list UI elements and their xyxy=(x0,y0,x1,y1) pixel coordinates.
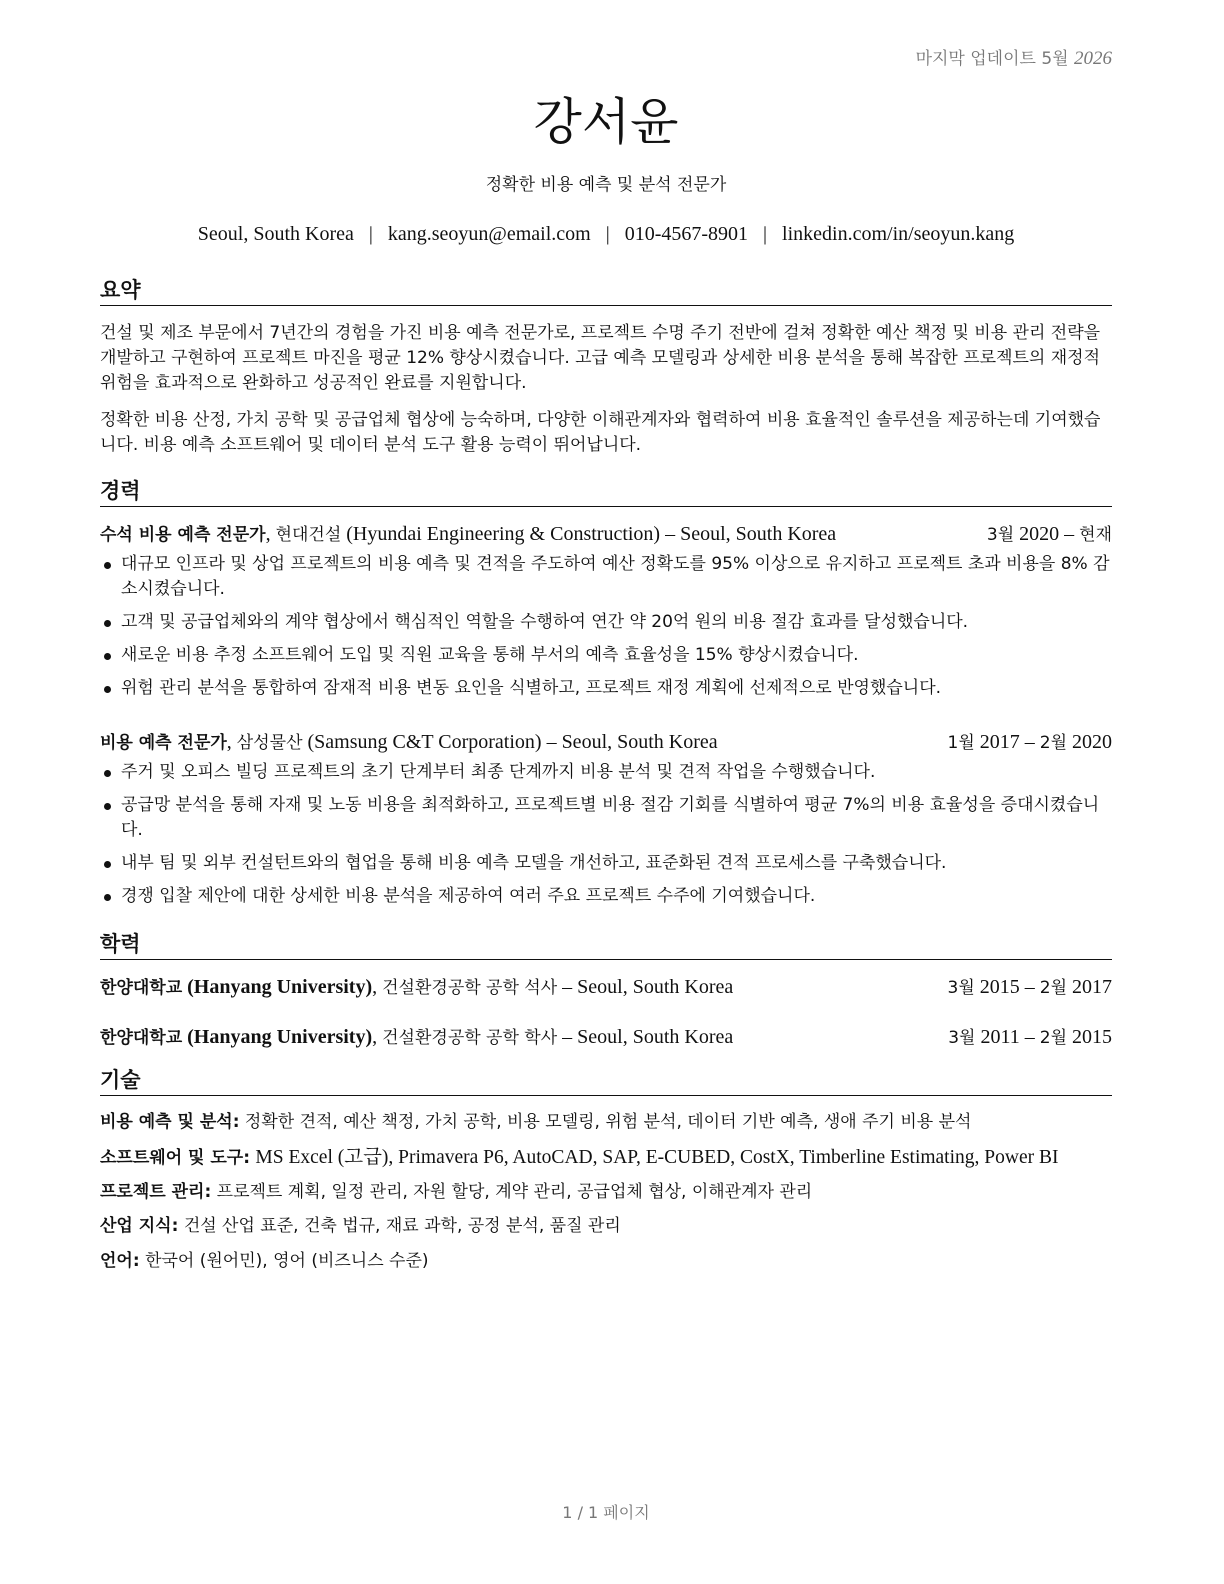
job-header: 수석 비용 예측 전문가, 현대건설 (Hyundai Engineering & Construction) – Seoul, South Korea 3월 2020 – 현재 xyxy=(100,521,1112,548)
school-name: 한양대학교 xyxy=(100,1028,183,1048)
section-title-education: 학력 xyxy=(100,930,1112,960)
list-item: 위험 관리 분석을 통합하여 잠재적 비용 변동 요인을 식별하고, 프로젝트 재정 계획에 선제적으로 반영했습니다. xyxy=(100,676,1112,701)
job-role: 수석 비용 예측 전문가 xyxy=(100,525,266,545)
list-item: 경쟁 입찰 제안에 대한 상세한 비용 분석을 제공하여 여러 주요 프로젝트 수주에 기여했습니다. xyxy=(100,884,1112,909)
skill-label: 프로젝트 관리: xyxy=(100,1182,212,1202)
job-header: 비용 예측 전문가, 삼성물산 (Samsung C&T Corporation) – Seoul, South Korea 1월 2017 – 2월 2020 xyxy=(100,729,1112,756)
skill-label: 언어: xyxy=(100,1251,140,1271)
skill-value: 한국어 (원어민), 영어 (비즈니스 수준) xyxy=(145,1251,429,1271)
skill-label: 비용 예측 및 분석: xyxy=(100,1112,240,1132)
summary-paragraph: 건설 및 제조 부문에서 7년간의 경험을 가진 비용 예측 전문가로, 프로젝트 수명 주기 전반에 걸쳐 정확한 예산 책정 및 비용 관리 전략을 개발하고 구현하여 프로젝트 마진을 평균 12% 향상시켰습니다. 고급 예측 모델링과 상세한 비용 분석을 통해 복잡한 프로젝트의 재정적 위험을 효과적으로 완화하고 성공적인 완료를 지원합니다. xyxy=(100,323,1101,393)
job-role: 비용 예측 전문가 xyxy=(100,733,227,753)
list-item: 주거 및 오피스 빌딩 프로젝트의 초기 단계부터 최종 단계까지 비용 분석 및 견적 작업을 수행했습니다. xyxy=(100,760,1112,785)
skill-value: 건설 산업 표준, 건축 법규, 재료 과학, 공정 분석, 품질 관리 xyxy=(183,1216,621,1236)
skill-row xyxy=(100,1249,1112,1274)
summary-paragraph: 정확한 비용 산정, 가치 공학 및 공급업체 협상에 능숙하며, 다양한 이해관계자와 협력하여 비용 효율적인 솔루션을 제공하는데 기여했습니다. 비용 예측 소프트웨어 및 데이터 분석 도구 활용 능력이 뛰어납니다. xyxy=(100,410,1101,455)
education-entry: 한양대학교 (Hanyang University), 건설환경공학 공학 석사 – Seoul, South Korea 3월 2015 – 2월 2017 xyxy=(100,974,1112,1001)
section-title-summary: 요약 xyxy=(100,276,1112,306)
contact-email[interactable]: kang.seoyun@email.com xyxy=(387,223,591,245)
job-bullets xyxy=(100,552,1112,701)
job-company: 현대건설 xyxy=(275,525,342,545)
school-name-en: (Hanyang University) xyxy=(187,976,373,998)
skill-row xyxy=(100,1180,1112,1205)
job-entry xyxy=(100,729,1112,917)
skill-row xyxy=(100,1214,1112,1239)
page-number: 1 / 1 페이지 xyxy=(562,1503,650,1522)
updated-year: 2026 xyxy=(1074,48,1112,69)
contact-separator: | xyxy=(368,223,373,245)
list-item: 공급망 분석을 통해 자재 및 노동 비용을 최적화하고, 프로젝트별 비용 절감 기회를 식별하여 평균 7%의 비용 효율성을 증대시켰습니다. xyxy=(100,793,1112,843)
job-entry xyxy=(100,521,1112,709)
section-title-experience: 경력 xyxy=(100,477,1112,507)
skill-value: MS Excel (고급), Primavera P6, AutoCAD, SAP, E-CUBED, CostX, Timberline Estimating, Power BI xyxy=(255,1147,1059,1168)
list-item: 내부 팀 및 외부 컨설턴트와의 협업을 통해 비용 예측 모델을 개선하고, 표준화된 견적 프로세스를 구축했습니다. xyxy=(100,851,1112,876)
skill-row xyxy=(100,1145,1112,1171)
contact-linkedin[interactable]: linkedin.com/in/seoyun.kang xyxy=(782,223,1015,245)
skill-value: 정확한 견적, 예산 책정, 가치 공학, 비용 모델링, 위험 분석, 데이터 기반 예측, 생애 주기 비용 분석 xyxy=(244,1112,972,1132)
contact-separator: | xyxy=(605,223,610,245)
education-dates: 3월 2011 – 2월 2015 xyxy=(948,1026,1112,1048)
school-name-en: (Hanyang University) xyxy=(187,1026,373,1048)
contact-location: Seoul, South Korea xyxy=(197,223,354,245)
education-dates: 3월 2015 – 2월 2017 xyxy=(947,976,1112,998)
education-entry: 한양대학교 (Hanyang University), 건설환경공학 공학 학사 – Seoul, South Korea 3월 2011 – 2월 2015 xyxy=(100,1024,1112,1051)
school-location: – Seoul, South Korea xyxy=(562,1026,734,1048)
school-name: 한양대학교 xyxy=(100,978,183,998)
section-title-skills: 기술 xyxy=(100,1066,1112,1096)
skill-value: 프로젝트 계획, 일정 관리, 자원 할당, 계약 관리, 공급업체 협상, 이해관계자 관리 xyxy=(216,1182,813,1202)
job-company: 삼성물산 xyxy=(236,733,303,753)
job-dates: 1월 2017 – 2월 2020 xyxy=(947,731,1112,753)
tagline: 정확한 비용 예측 및 분석 전문가 xyxy=(485,175,727,195)
contact-separator: | xyxy=(763,223,768,245)
updated-month: 5월 xyxy=(1041,49,1069,69)
skill-row xyxy=(100,1110,1112,1135)
job-company-en: (Hyundai Engineering & Construction) – Seoul, South Korea xyxy=(346,523,837,545)
job-bullets xyxy=(100,760,1112,909)
candidate-name: 강서윤 xyxy=(533,93,679,151)
skill-label: 소프트웨어 및 도구: xyxy=(100,1148,251,1168)
school-location: – Seoul, South Korea xyxy=(562,976,734,998)
contact-phone: 010-4567-8901 xyxy=(624,223,749,245)
skill-label: 산업 지식: xyxy=(100,1216,179,1236)
list-item: 대규모 인프라 및 상업 프로젝트의 비용 예측 및 견적을 주도하여 예산 정확도를 95% 이상으로 유지하고 프로젝트 초과 비용을 8% 감소시켰습니다. xyxy=(100,552,1112,602)
degree: 건설환경공학 공학 학사 xyxy=(382,1028,558,1048)
last-updated: 마지막 업데이트 5월 2026 xyxy=(915,48,1112,69)
contact-line xyxy=(100,223,1112,246)
list-item: 새로운 비용 추정 소프트웨어 도입 및 직원 교육을 통해 부서의 예측 효율성을 15% 향상시켰습니다. xyxy=(100,643,1112,668)
job-company-en: (Samsung C&T Corporation) – Seoul, South Korea xyxy=(307,731,718,753)
list-item: 고객 및 공급업체와의 계약 협상에서 핵심적인 역할을 수행하여 연간 약 20억 원의 비용 절감 효과를 달성했습니다. xyxy=(100,610,1112,635)
degree: 건설환경공학 공학 석사 xyxy=(382,978,558,998)
job-dates: 3월 2020 – 현재 xyxy=(986,523,1112,545)
